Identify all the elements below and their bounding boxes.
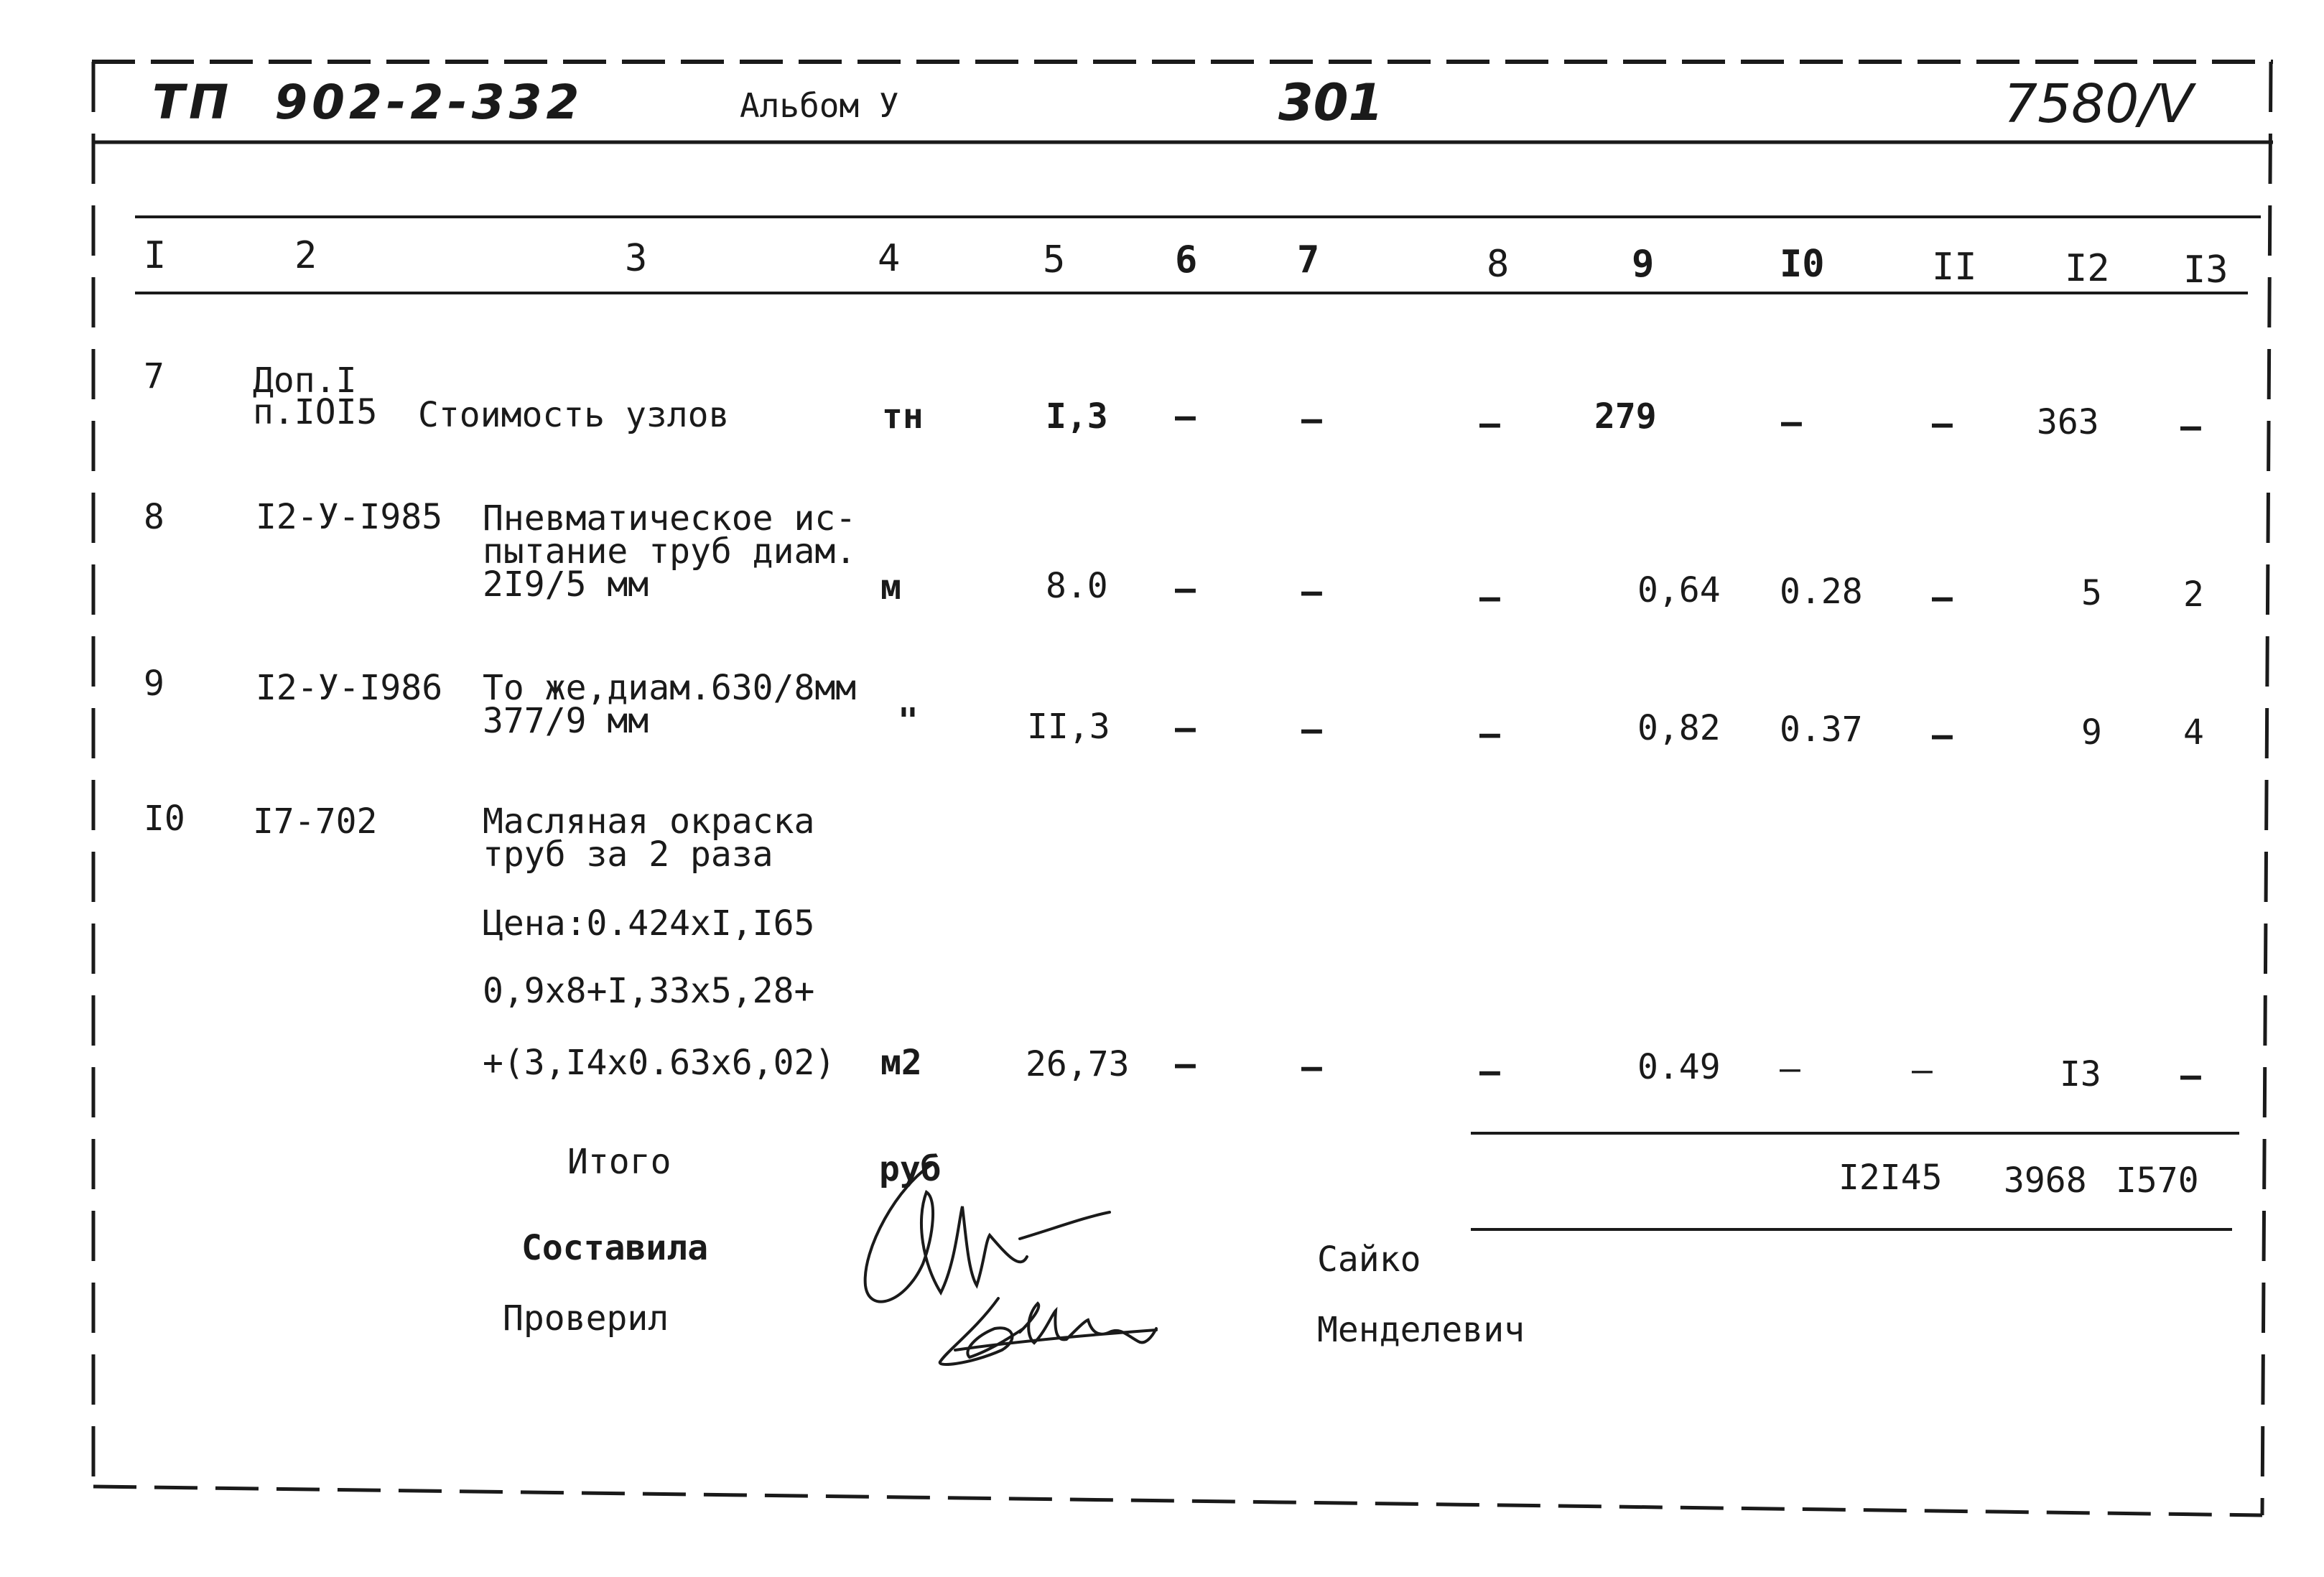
compiled-label: Составила — [521, 1228, 709, 1268]
row-name: Стоимость узлов — [418, 395, 730, 435]
cell-c8: – — [1479, 404, 1500, 444]
compiled-name: Сайко — [1317, 1239, 1421, 1280]
row-quantity: II,3 — [1027, 707, 1110, 747]
row-number: 7 — [144, 356, 164, 396]
column-header: 4 — [878, 237, 901, 280]
cell-c11: – — [1932, 715, 1953, 755]
cell-c12: 363 — [2037, 402, 2099, 442]
column-header: 9 — [1632, 243, 1655, 286]
total-unit: руб — [879, 1149, 942, 1189]
cell-c12: I3 — [2060, 1054, 2101, 1094]
cell-c13: – — [2180, 1056, 2201, 1096]
cell-c10: 0.37 — [1780, 710, 1863, 750]
cell-c7: – — [1301, 710, 1322, 750]
column-header: I3 — [2183, 248, 2228, 292]
row-name: То же,диам.630/8мм — [483, 668, 857, 708]
column-header: II — [1932, 246, 1977, 289]
column-header: 8 — [1487, 243, 1510, 286]
archive-number: 7580/V — [2004, 73, 2193, 135]
cell-c13: 2 — [2183, 574, 2204, 615]
row-name: 0,9х8+I,33х5,28+ — [483, 971, 815, 1011]
cell-c13: – — [2180, 406, 2201, 447]
row-quantity: 8.0 — [1046, 566, 1108, 606]
cell-c11: – — [1932, 404, 1953, 444]
row-name: труб за 2 раза — [483, 834, 773, 875]
total-c13: I570 — [2116, 1160, 2199, 1201]
total-c12: 3968 — [2004, 1160, 2087, 1201]
column-header: I2 — [2065, 247, 2110, 290]
row-unit: тн — [882, 396, 924, 437]
signature-compiled — [865, 1163, 1110, 1302]
cell-c10: – — [1780, 1048, 1800, 1089]
row-code: I2-У-I985 — [256, 497, 443, 537]
cell-c6: – — [1175, 1044, 1196, 1084]
cell-c8: – — [1479, 577, 1500, 618]
page-number: 301 — [1278, 73, 1384, 132]
album-label: Альбом У — [740, 86, 899, 125]
row-quantity: 26,73 — [1026, 1044, 1130, 1084]
row-unit: " — [898, 701, 919, 741]
cell-c8: – — [1479, 714, 1500, 754]
cell-c10: 0.28 — [1780, 572, 1863, 612]
row-name: 377/9 мм — [483, 701, 649, 741]
signature-checked — [940, 1298, 1156, 1364]
cell-c6: – — [1175, 396, 1196, 437]
row-code: I2-У-I986 — [256, 668, 443, 708]
cell-c6: – — [1175, 708, 1196, 748]
row-code: Доп.I — [253, 360, 357, 401]
cell-c7: – — [1301, 1047, 1322, 1087]
column-header: I — [144, 234, 167, 277]
row-quantity: I,3 — [1046, 396, 1108, 437]
cell-c9: 279 — [1594, 396, 1657, 437]
cell-c8: – — [1479, 1051, 1500, 1092]
cell-c7: – — [1301, 399, 1322, 439]
row-unit: м2 — [880, 1043, 922, 1083]
cell-c11: – — [1912, 1050, 1933, 1090]
checked-name: Менделевич — [1317, 1310, 1525, 1350]
cell-c12: 5 — [2081, 573, 2102, 613]
row-name: Пневматическое ис- — [483, 498, 857, 539]
cell-c13: 4 — [2183, 712, 2204, 753]
column-header: 2 — [294, 234, 317, 277]
row-code: I7-702 — [253, 801, 378, 842]
total-label: Итого — [567, 1142, 671, 1182]
total-c11: I2I45 — [1839, 1158, 1943, 1198]
cell-c11: – — [1932, 577, 1953, 618]
checked-label: Проверил — [503, 1298, 669, 1339]
cell-c9: 0.49 — [1637, 1047, 1721, 1087]
row-code: п.IOI5 — [253, 392, 378, 432]
row-name: Цена:0.424хI,I65 — [483, 903, 815, 944]
cell-c9: 0,82 — [1637, 708, 1721, 748]
row-number: 8 — [144, 497, 164, 537]
column-header: 3 — [625, 237, 648, 280]
row-name: Масляная окраска — [483, 801, 815, 842]
row-name: 2I9/5 мм — [483, 564, 649, 605]
row-unit: м — [880, 567, 901, 608]
row-number: I0 — [144, 799, 185, 839]
row-name: пытание труб диам. — [483, 531, 857, 572]
row-name: +(3,I4х0.63х6,02) — [483, 1043, 836, 1083]
cell-c12: 9 — [2081, 712, 2102, 753]
cell-c9: 0,64 — [1637, 570, 1721, 610]
project-code: ТП 902-2-332 — [152, 75, 584, 130]
cell-c7: – — [1301, 572, 1322, 612]
cell-c6: – — [1175, 569, 1196, 609]
column-header: 6 — [1175, 238, 1198, 282]
column-header: 5 — [1043, 238, 1066, 282]
row-number: 9 — [144, 664, 164, 704]
column-header: 7 — [1297, 238, 1320, 282]
cell-c10: – — [1781, 402, 1802, 442]
column-header: I0 — [1780, 243, 1825, 286]
